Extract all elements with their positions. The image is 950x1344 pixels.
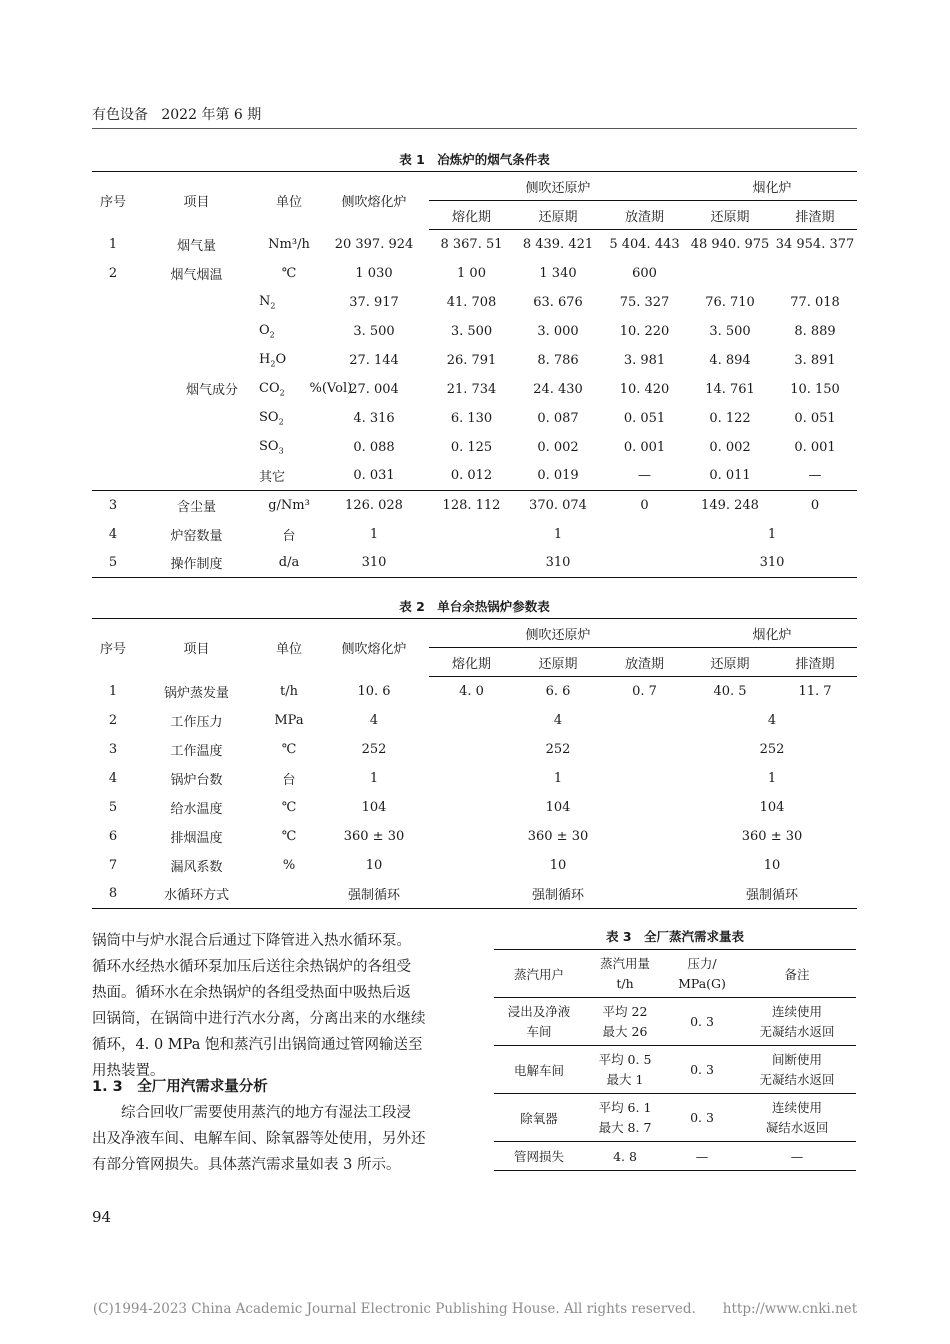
t1-r4-v1: 1 bbox=[553, 526, 563, 542]
t2-r1-unit: t/h bbox=[280, 683, 298, 699]
table-row bbox=[92, 520, 857, 549]
t2-r4-v2: 1 bbox=[767, 770, 777, 786]
t1-comp-so2-v3: 0. 051 bbox=[623, 410, 666, 426]
t1-r3-seq: 3 bbox=[92, 491, 134, 520]
t3-r2-pressure: 0. 3 bbox=[666, 1046, 738, 1094]
t1-head-furnace2: 侧吹还原炉 bbox=[429, 172, 687, 201]
text-line: 出及净液车间、电解车间、除氧器等处使用，另外还 bbox=[92, 1131, 426, 1147]
t1-r1-seq: 1 bbox=[108, 236, 118, 252]
t1-comp-co2-v0: 27. 004 bbox=[349, 381, 399, 397]
t1-r2-v2: 1 340 bbox=[539, 265, 577, 281]
t1-r2-v5 bbox=[773, 259, 857, 288]
t1-r1-v2: 8 439. 421 bbox=[522, 236, 594, 252]
t1-comp-co2-v2: 24. 430 bbox=[533, 381, 583, 397]
t1-comp-co2: $CO_2$ %(Vol) bbox=[259, 380, 353, 398]
text-line: 循环水经热水循环泵加压后送往余热锅炉的各组受 bbox=[92, 959, 411, 975]
table-row bbox=[92, 764, 857, 793]
t2-head-furnace3: 烟化炉 bbox=[687, 619, 857, 648]
t2-r8-v2: 强制循环 bbox=[746, 888, 799, 904]
table-row bbox=[92, 491, 857, 520]
t1-r3-v2: 370. 074 bbox=[514, 491, 602, 520]
t2-r3-item: 工作温度 bbox=[170, 743, 223, 759]
t2-r4-seq: 4 bbox=[108, 770, 118, 786]
table-row bbox=[92, 706, 857, 735]
t1-r3-v4: 149. 248 bbox=[687, 491, 773, 520]
t2-r6-unit: ℃ bbox=[281, 828, 297, 844]
t3-head-pressure-1: 压力/ bbox=[687, 955, 717, 971]
t1-comp-so2-v5: 0. 051 bbox=[794, 410, 836, 426]
text-line: 回锅筒，在锅筒中进行汽水分离，分离出来的水继续 bbox=[92, 1011, 426, 1027]
t2-r6-v1: 360 ± 30 bbox=[527, 828, 589, 844]
t1-r5-item: 操作制度 bbox=[170, 557, 223, 573]
t2-r8-v0: 强制循环 bbox=[347, 888, 400, 904]
t3-r1-pressure: 0. 3 bbox=[666, 998, 738, 1046]
t3-head-pressure-2: MPa(G) bbox=[678, 975, 726, 991]
t1-sub-f3-0: 还原期 bbox=[687, 201, 773, 230]
t1-comp-o2-v1: 3. 500 bbox=[450, 323, 493, 339]
t2-r7-item: 漏风系数 bbox=[170, 859, 223, 875]
table-row bbox=[494, 1142, 856, 1171]
t1-comp-co2-v5: 10. 150 bbox=[790, 381, 840, 397]
t1-comp-n2-v5: 77. 018 bbox=[790, 294, 840, 310]
t1-head-seq: 序号 bbox=[99, 195, 126, 211]
t1-r4-unit: 台 bbox=[282, 528, 296, 544]
t1-comp-h2o-v1: 26. 791 bbox=[446, 352, 497, 368]
t3-head-amount-2: t/h bbox=[616, 975, 634, 991]
t1-sub-f2-2: 放渣期 bbox=[602, 201, 687, 230]
t2-r3-v0: 252 bbox=[361, 741, 387, 757]
t3-r3-pressure: 0. 3 bbox=[666, 1094, 738, 1142]
t1-sub-f2-0: 熔化期 bbox=[429, 201, 514, 230]
section-heading: 1. 3 全厂用汽需求量分析 bbox=[92, 1079, 268, 1095]
t1-r1-v1: 8 367. 51 bbox=[440, 236, 503, 252]
t1-comp-o2-v0: 3. 500 bbox=[353, 323, 395, 339]
t1-comp-n2-v2: 63. 676 bbox=[533, 294, 583, 310]
t1-comp-h2o-v2: 8. 786 bbox=[537, 352, 579, 368]
t2-r7-v0: 10 bbox=[365, 857, 383, 873]
t3-r1-user-1: 浸出及净液 bbox=[507, 1003, 571, 1019]
t1-comp-so3-v0: 0. 088 bbox=[353, 439, 395, 455]
t1-comp-so3: $SO_3$ bbox=[259, 438, 284, 456]
t3-r3-note-1: 连续使用 bbox=[771, 1099, 822, 1115]
t1-comp-n2: $N_2$ bbox=[259, 293, 276, 311]
t3-r4-note: — bbox=[790, 1148, 804, 1164]
text-line: 用热装置。 bbox=[92, 1063, 165, 1079]
t1-r1-v5: 34 954. 377 bbox=[775, 236, 855, 252]
t1-head-item: 项目 bbox=[183, 195, 210, 211]
t2-r1-v1: 4. 0 bbox=[459, 683, 484, 699]
t3-r2-user: 电解车间 bbox=[494, 1046, 584, 1094]
t1-r3-v5: 0 bbox=[773, 491, 857, 520]
t2-sub-f2-0: 熔化期 bbox=[429, 648, 514, 677]
t2-r2-unit: MPa bbox=[274, 712, 304, 728]
t1-comp-so2-v0: 4. 316 bbox=[353, 410, 395, 426]
t2-r7-seq: 7 bbox=[108, 857, 118, 873]
t3-r1-amt-2: 最大 26 bbox=[602, 1023, 648, 1039]
t1-head-furnace3: 烟化炉 bbox=[687, 172, 857, 201]
t1-comp-other-v2: 0. 019 bbox=[537, 468, 579, 484]
t1-comp-other: 其它 bbox=[259, 470, 286, 486]
t1-head-furnace1: 侧吹熔化炉 bbox=[341, 195, 407, 211]
t1-r3-v3: 0 bbox=[602, 491, 687, 520]
table1 bbox=[92, 171, 857, 578]
t1-r2-v0: 1 030 bbox=[355, 265, 393, 281]
t1-comp-o2-v2: 3. 000 bbox=[537, 323, 579, 339]
t1-r4-item: 炉窑数量 bbox=[170, 528, 223, 544]
t2-sub-f2-1: 还原期 bbox=[514, 648, 602, 677]
t3-r1-note-1: 连续使用 bbox=[771, 1003, 822, 1019]
t2-r2-v0: 4 bbox=[369, 712, 379, 728]
t3-r1-user-2: 车间 bbox=[526, 1023, 552, 1039]
t2-r5-unit: ℃ bbox=[281, 799, 297, 815]
t3-head-amount-1: 蒸汽用量 bbox=[599, 955, 650, 971]
table2-caption: 表 2 单台余热锅炉参数表 bbox=[399, 599, 550, 614]
t1-comp-so2-v4: 0. 122 bbox=[709, 410, 751, 426]
table3 bbox=[494, 949, 856, 1171]
t1-r3-unit: g/Nm³ bbox=[259, 491, 319, 520]
t1-comp-other-v0: 0. 031 bbox=[353, 468, 395, 484]
t1-sub-f2-1: 还原期 bbox=[514, 201, 602, 230]
text-line: 有部分管网损失。具体蒸汽需求量如表 3 所示。 bbox=[92, 1157, 401, 1173]
t1-r5-v2: 310 bbox=[759, 555, 785, 571]
t2-head-seq: 序号 bbox=[99, 642, 126, 658]
t2-r5-item: 给水温度 bbox=[170, 801, 223, 817]
t2-r2-v1: 4 bbox=[553, 712, 563, 728]
t3-head-user: 蒸汽用户 bbox=[494, 950, 584, 998]
t1-r2-unit: ℃ bbox=[281, 265, 297, 281]
t2-r7-v2: 10 bbox=[763, 857, 781, 873]
table3-caption: 表 3 全厂蒸汽需求量表 bbox=[605, 929, 745, 944]
t3-r1-amount bbox=[584, 998, 666, 1046]
t1-head-unit: 单位 bbox=[275, 195, 302, 211]
t2-r8-seq: 8 bbox=[108, 886, 118, 902]
t2-r7-unit: % bbox=[282, 857, 296, 873]
t1-comp-so2-v2: 0. 087 bbox=[537, 410, 579, 426]
t1-r1-v3: 5 404. 443 bbox=[609, 236, 680, 252]
t2-sub-f3-0: 还原期 bbox=[687, 648, 773, 677]
t1-r1-unit: Nm³/h bbox=[268, 236, 310, 252]
t1-comp-co2-v4: 14. 761 bbox=[705, 381, 755, 397]
t2-r1-v0: 10. 6 bbox=[357, 683, 391, 699]
t3-r1-note bbox=[738, 998, 856, 1046]
t3-r3-amt-2: 最大 8. 7 bbox=[598, 1119, 652, 1135]
t1-comp-o2: $O_2$ bbox=[259, 322, 275, 340]
t2-r4-unit: 台 bbox=[282, 772, 296, 788]
t1-comp-h2o-v4: 4. 894 bbox=[709, 352, 751, 368]
t1-r2-v4 bbox=[687, 259, 773, 288]
t2-r8-unit bbox=[259, 880, 319, 909]
t1-comp-n2-v1: 41. 708 bbox=[446, 294, 497, 310]
t3-r4-amount: 4. 8 bbox=[613, 1148, 637, 1164]
t3-head-note: 备注 bbox=[738, 950, 856, 998]
t1-comp-so3-v5: 0. 001 bbox=[794, 439, 836, 455]
t1-comp-other-v1: 0. 012 bbox=[450, 468, 493, 484]
t3-r2-note bbox=[738, 1046, 856, 1094]
t1-comp-other-v4: 0. 011 bbox=[709, 468, 751, 484]
running-header bbox=[92, 104, 261, 124]
header-rule bbox=[92, 128, 857, 129]
table-row bbox=[92, 793, 857, 822]
t1-r1-v4: 48 940. 975 bbox=[690, 236, 770, 252]
t2-head-furnace2: 侧吹还原炉 bbox=[429, 619, 687, 648]
journal-issue: 2022 年第 6 期 bbox=[161, 107, 262, 123]
t1-r2-seq: 2 bbox=[108, 265, 118, 281]
t2-r8-v1: 强制循环 bbox=[531, 888, 584, 904]
t1-sub-f3-1: 排渣期 bbox=[773, 201, 857, 230]
table-row bbox=[494, 1046, 856, 1094]
t2-sub-f3-1: 排渣期 bbox=[773, 648, 857, 677]
t1-r4-seq: 4 bbox=[108, 526, 118, 542]
t3-r1-amt-1: 平均 22 bbox=[602, 1003, 648, 1019]
t1-comp-h2o-v5: 3. 891 bbox=[794, 352, 836, 368]
t2-r1-v3: 0. 7 bbox=[632, 683, 657, 699]
t3-r2-note-1: 间断使用 bbox=[771, 1051, 822, 1067]
t1-r5-seq: 5 bbox=[108, 555, 118, 571]
t2-r5-v1: 104 bbox=[545, 799, 571, 815]
t2-r1-v2: 6. 6 bbox=[545, 683, 571, 699]
t2-r8-item: 水循环方式 bbox=[163, 888, 229, 904]
t1-comp-h2o-v0: 27. 144 bbox=[349, 352, 399, 368]
t2-r6-v0: 360 ± 30 bbox=[343, 828, 405, 844]
t2-r3-seq: 3 bbox=[108, 741, 118, 757]
t1-comp-so3-v4: 0. 002 bbox=[709, 439, 751, 455]
table-row bbox=[494, 1094, 856, 1142]
table-row bbox=[92, 230, 857, 259]
t1-r5-v0: 310 bbox=[361, 555, 387, 571]
t2-r6-seq: 6 bbox=[108, 828, 118, 844]
t2-r3-v2: 252 bbox=[759, 741, 785, 757]
t2-head-item: 项目 bbox=[183, 642, 210, 658]
t2-head-furnace1: 侧吹熔化炉 bbox=[341, 642, 407, 658]
table-row bbox=[92, 288, 857, 317]
t2-r5-v0: 104 bbox=[361, 799, 387, 815]
t1-comp-so3-v1: 0. 125 bbox=[450, 439, 493, 455]
t3-r1-note-2: 无凝结水返回 bbox=[759, 1023, 835, 1039]
t2-r4-v1: 1 bbox=[553, 770, 563, 786]
t2-r3-v1: 252 bbox=[545, 741, 571, 757]
t3-r1-user bbox=[494, 998, 584, 1046]
t2-r6-item: 排烟温度 bbox=[170, 830, 223, 846]
table-row bbox=[92, 822, 857, 851]
t1-comp-h2o: $H_2O$ bbox=[259, 351, 287, 369]
t3-r2-note-2: 无凝结水返回 bbox=[759, 1071, 835, 1087]
t1-comp-n2-v4: 76. 710 bbox=[705, 294, 755, 310]
t2-r6-v2: 360 ± 30 bbox=[741, 828, 803, 844]
t1-comp-o2-v5: 8. 889 bbox=[794, 323, 836, 339]
t3-r3-note bbox=[738, 1094, 856, 1142]
t3-head-amount bbox=[584, 950, 666, 998]
t1-r5-v1: 310 bbox=[545, 555, 571, 571]
t1-r1-item: 烟气量 bbox=[176, 238, 216, 254]
t1-comp-other-v5: — bbox=[808, 468, 822, 484]
t3-r2-amt-2: 最大 1 bbox=[606, 1071, 644, 1087]
t3-r2-amount bbox=[584, 1046, 666, 1094]
t1-r5-unit: d/a bbox=[278, 555, 300, 571]
text-line: 锅筒中与炉水混合后通过下降管进入热水循环泵。 bbox=[92, 933, 411, 949]
t1-r2-v1: 1 00 bbox=[457, 265, 486, 281]
t1-r1-v0: 20 397. 924 bbox=[334, 236, 414, 252]
t1-comp-h2o-v3: 3. 981 bbox=[623, 352, 666, 368]
t2-r4-v0: 1 bbox=[369, 770, 379, 786]
t1-r3-item: 含尘量 bbox=[134, 491, 259, 520]
table-row bbox=[92, 549, 857, 578]
t2-r7-v1: 10 bbox=[549, 857, 567, 873]
t1-comp-so2-v1: 6. 130 bbox=[450, 410, 493, 426]
t2-r3-unit: ℃ bbox=[281, 741, 297, 757]
table-row bbox=[92, 735, 857, 764]
t1-comp-co2-v1: 21. 734 bbox=[446, 381, 497, 397]
text-line: 循环，4. 0 MPa 饱和蒸汽引出锅筒通过管网输送至 bbox=[92, 1037, 423, 1053]
table-row bbox=[494, 998, 856, 1046]
t1-r3-v0: 126. 028 bbox=[319, 491, 429, 520]
text-line: 热面。循环水在余热锅炉的各组受热面中吸热后返 bbox=[92, 985, 411, 1001]
table2 bbox=[92, 618, 857, 909]
t1-comp-o2-v4: 3. 500 bbox=[709, 323, 751, 339]
t3-r3-amt-1: 平均 6. 1 bbox=[598, 1099, 652, 1115]
t2-r2-seq: 2 bbox=[108, 712, 118, 728]
t1-comp-o2-v3: 10. 220 bbox=[619, 323, 670, 339]
table-row bbox=[92, 880, 857, 909]
t3-r4-user: 管网损失 bbox=[513, 1149, 564, 1164]
t1-r2-item: 烟气烟温 bbox=[170, 267, 223, 283]
t2-r1-v4: 40. 5 bbox=[713, 683, 747, 699]
body-paragraph-1 bbox=[92, 928, 462, 1084]
text-line: 综合回收厂需要使用蒸汽的地方有湿法工段浸 bbox=[92, 1105, 411, 1121]
t2-head-unit: 单位 bbox=[275, 642, 302, 658]
table-row bbox=[92, 851, 857, 880]
t2-r1-v5: 11. 7 bbox=[798, 683, 832, 699]
t3-r2-amt-1: 平均 0. 5 bbox=[598, 1051, 652, 1067]
t1-comp-n2-v0: 37. 917 bbox=[349, 294, 399, 310]
table-row bbox=[92, 677, 857, 706]
t1-comp-so2: $SO_2$ bbox=[259, 409, 284, 427]
t2-r5-seq: 5 bbox=[108, 799, 118, 815]
t1-comp-co2-v3: 10. 420 bbox=[619, 381, 670, 397]
t2-r4-item: 锅炉台数 bbox=[170, 772, 223, 788]
t3-r3-note-2: 凝结水返回 bbox=[765, 1119, 829, 1135]
copyright-footer: (C)1994-2023 China Academic Journal Electronic Publishing House. All rights reserved. http://www.cnki.net bbox=[92, 1301, 858, 1317]
t1-comp-n2-v3: 75. 327 bbox=[619, 294, 670, 310]
t1-comp-label: 烟气成分 bbox=[186, 383, 239, 399]
t3-head-pressure bbox=[666, 950, 738, 998]
t1-comp-so3-v3: 0. 001 bbox=[623, 439, 666, 455]
t1-r4-v2: 1 bbox=[767, 526, 777, 542]
t1-r2-v3: 600 bbox=[632, 265, 657, 281]
t3-r3-user: 除氧器 bbox=[494, 1094, 584, 1142]
t2-sub-f2-2: 放渣期 bbox=[602, 648, 687, 677]
t3-r4-pressure: — bbox=[695, 1148, 709, 1164]
body-paragraph-2 bbox=[92, 1100, 462, 1178]
journal-name: 有色设备 bbox=[92, 107, 148, 123]
page-number: 94 bbox=[92, 1208, 112, 1226]
t1-comp-so3-v2: 0. 002 bbox=[537, 439, 579, 455]
table-row bbox=[92, 259, 857, 288]
t2-r2-item: 工作压力 bbox=[170, 714, 223, 730]
t1-comp-unit: %(Vol) bbox=[309, 380, 353, 396]
t2-r5-v2: 104 bbox=[759, 799, 785, 815]
table1-caption: 表 1 冶炼炉的烟气条件表 bbox=[399, 152, 550, 167]
t3-r3-amount bbox=[584, 1094, 666, 1142]
t1-r3-v1: 128. 112 bbox=[429, 491, 514, 520]
t2-r1-seq: 1 bbox=[108, 683, 118, 699]
t1-r4-v0: 1 bbox=[369, 526, 379, 542]
t2-r1-item: 锅炉蒸发量 bbox=[163, 685, 229, 701]
t2-r2-v2: 4 bbox=[767, 712, 777, 728]
t1-comp-other-v3: — bbox=[638, 468, 651, 484]
